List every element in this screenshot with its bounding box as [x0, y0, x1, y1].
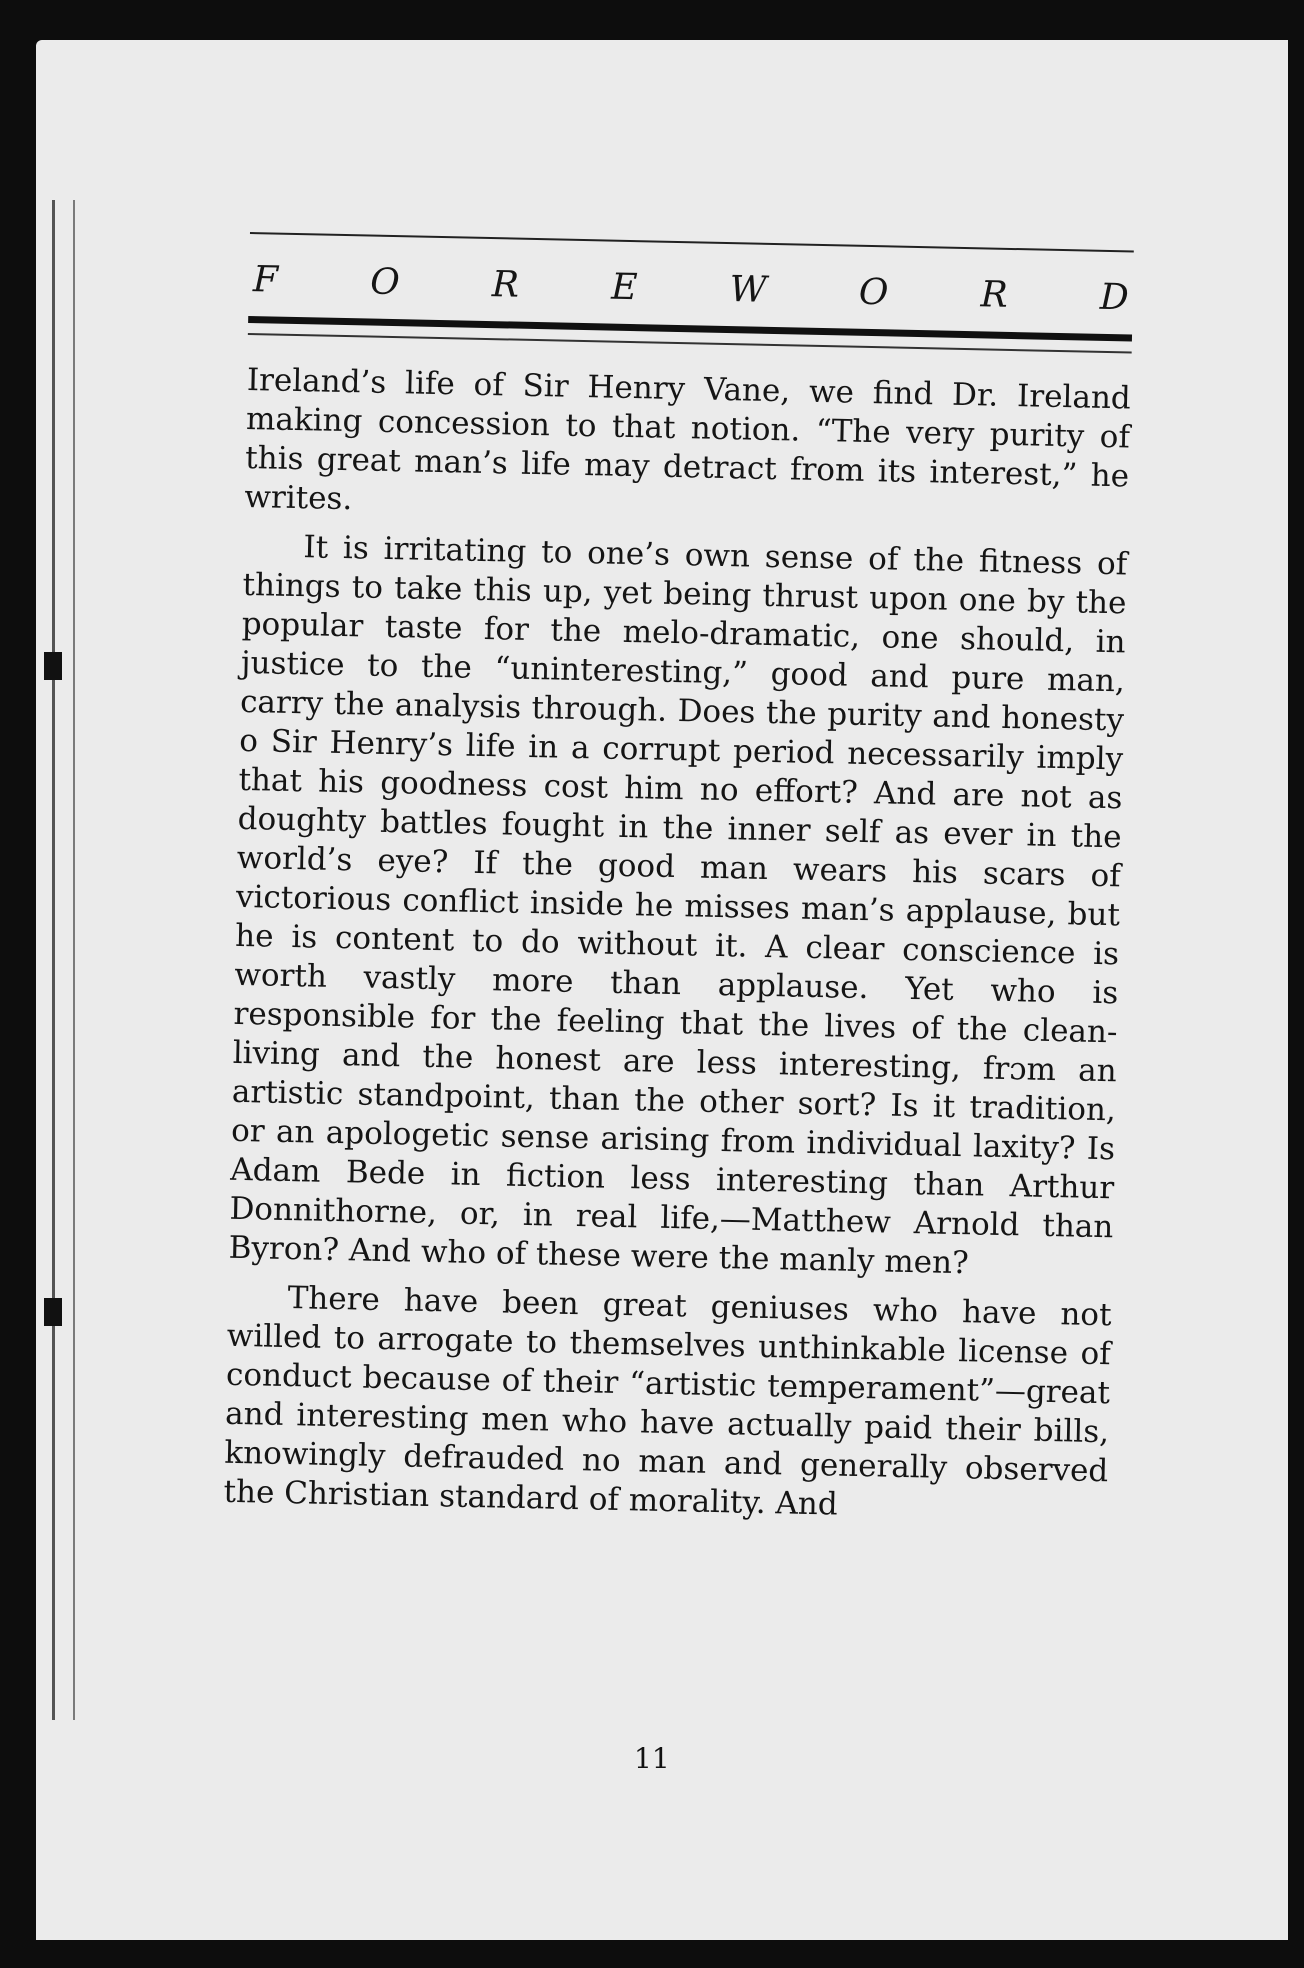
body-paragraph: Ireland’s life of Sir Henry Vane, we find Dr. Ireland making concession to that notion. “The very purity of this great man’s life may detract from its interest,” he writes. — [244, 361, 1132, 518]
header-letter: F — [252, 259, 279, 301]
header-letter: O — [369, 261, 401, 304]
page-header — [249, 259, 1134, 319]
header-letter: W — [729, 269, 768, 311]
body-paragraph: It is irritating to one’s own sense of the fitness of things to take this up, yet being thrust upon one by the popular taste for the melo-dramatic, one should, in justice to the “uninteresting,” good and pure man, carry the analysis through. Does the purity and honesty o Sir Henry’s life in a corrupt period necessarily imply that his goodness cost him no effort? And are not as doughty battles fought in the inner self as ever in the world’s eye? If the good man wears his scars of victorious conflict inside he misses man’s applause, but he is content to do without it. A clear conscience is worth vastly more than applause. Yet who is responsible for the feeling that the lives of the clean-living and the honest are less interesting, frɔm an artistic standpoint, than the other sort? Is it tradition, or an apologetic sense arising from individual laxity? Is Adam Bede in fiction less interesting than Arthur Donnithorne, or, in real life,—Matthew Arnold than Byron? And who of these were the manly men? — [228, 529, 1128, 1282]
header-letter: R — [980, 274, 1009, 316]
header-letter: E — [610, 266, 638, 309]
body-paragraph: There have been great geniuses who have not willed to arrogate to themselves unthinkable license of conduct because of their “artistic temperament”—great and interesting men who have actually paid their bills, knowingly defrauded no man and generally observed the Christian standard of morality. And — [223, 1280, 1112, 1523]
header-letter: R — [491, 264, 520, 306]
header-letter: D — [1099, 276, 1130, 319]
header-letter: O — [858, 271, 889, 314]
binding-mark — [44, 1298, 62, 1326]
page-number: 11 — [634, 1742, 670, 1775]
book-binding — [52, 200, 75, 1720]
binding-mark — [44, 652, 62, 680]
page-content — [223, 232, 1134, 1540]
